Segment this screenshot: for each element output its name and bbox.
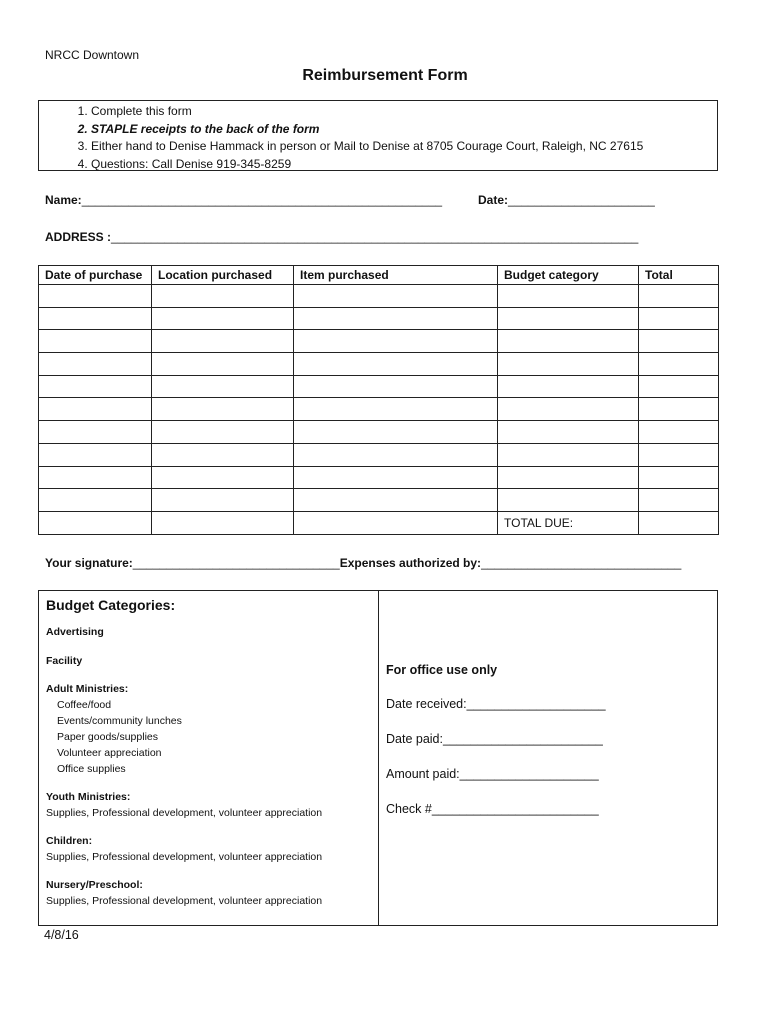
category-text: Supplies, Professional development, volunteer appreciation	[46, 895, 323, 907]
budget-advertising	[46, 624, 104, 640]
table-cell[interactable]	[498, 489, 639, 512]
table-cell[interactable]	[639, 307, 719, 330]
table-header-row	[39, 266, 719, 285]
column-header: Location purchased	[152, 266, 294, 285]
date-label: Date:	[478, 193, 509, 207]
table-cell[interactable]	[152, 511, 294, 534]
authorized-line[interactable]: ______________________________	[481, 556, 682, 570]
table-cell[interactable]	[39, 511, 152, 534]
table-cell[interactable]	[294, 443, 498, 466]
category-subitem: Volunteer appreciation	[57, 747, 162, 759]
instruction-item: 2. STAPLE receipts to the back of the form	[91, 121, 717, 139]
table-cell[interactable]	[294, 489, 498, 512]
table-cell[interactable]	[39, 330, 152, 353]
category-text: Supplies, Professional development, volunteer appreciation	[46, 807, 323, 819]
table-cell[interactable]	[498, 285, 639, 308]
table-row	[39, 285, 719, 308]
table-cell[interactable]	[152, 375, 294, 398]
table-cell[interactable]	[639, 375, 719, 398]
name-label: Name:	[45, 193, 82, 207]
budget-nursery	[46, 877, 322, 909]
table-cell[interactable]	[152, 330, 294, 353]
date-received-field[interactable]: Date received:____________________	[386, 697, 606, 711]
table-row	[39, 489, 719, 512]
table-row	[39, 330, 719, 353]
table-cell[interactable]	[152, 421, 294, 444]
budget-facility	[46, 653, 82, 669]
table-row	[39, 353, 719, 376]
instructions-box	[38, 100, 718, 171]
table-cell[interactable]	[39, 398, 152, 421]
table-row	[39, 375, 719, 398]
table-cell[interactable]	[152, 353, 294, 376]
table-cell[interactable]	[639, 285, 719, 308]
table-cell[interactable]	[152, 489, 294, 512]
address-label: ADDRESS :	[45, 230, 112, 244]
category-text: Supplies, Professional development, volunteer appreciation	[46, 851, 323, 863]
table-cell[interactable]	[498, 443, 639, 466]
signature-label: Your signature:	[45, 556, 133, 570]
date-paid-field[interactable]: Date paid:_______________________	[386, 732, 603, 746]
table-cell[interactable]	[294, 285, 498, 308]
table-cell[interactable]	[639, 421, 719, 444]
total-row	[39, 511, 719, 534]
amount-paid-field[interactable]: Amount paid:____________________	[386, 767, 599, 781]
table-row	[39, 398, 719, 421]
authorized-label: Expenses authorized by:	[339, 556, 482, 570]
budget-youth-ministries	[46, 789, 322, 821]
date-line[interactable]: ______________________	[508, 193, 655, 207]
table-cell[interactable]	[294, 375, 498, 398]
instruction-item: 4. Questions: Call Denise 919-345-8259	[91, 156, 717, 174]
column-header: Budget category	[498, 266, 639, 285]
table-cell[interactable]	[39, 353, 152, 376]
table-cell[interactable]	[498, 398, 639, 421]
purchases-table	[38, 265, 719, 535]
budget-adult-ministries	[46, 681, 182, 777]
table-cell[interactable]	[152, 285, 294, 308]
table-cell[interactable]	[39, 285, 152, 308]
column-header: Date of purchase	[39, 266, 152, 285]
category-heading: Advertising	[46, 626, 104, 638]
table-cell[interactable]	[294, 421, 498, 444]
total-due-label: TOTAL DUE:	[498, 511, 639, 534]
category-heading: Nursery/Preschool:	[46, 879, 143, 891]
table-cell[interactable]	[639, 398, 719, 421]
budget-office-box	[38, 590, 718, 926]
name-field[interactable]	[45, 193, 442, 207]
page-title: Reimbursement Form	[302, 67, 468, 84]
table-cell[interactable]	[294, 511, 498, 534]
category-subitem: Office supplies	[57, 763, 126, 775]
category-subitem: Paper goods/supplies	[57, 731, 158, 743]
date-field[interactable]	[478, 193, 655, 207]
check-number-field[interactable]: Check #________________________	[386, 802, 599, 816]
table-row	[39, 421, 719, 444]
budget-children	[46, 833, 322, 865]
table-cell[interactable]	[498, 330, 639, 353]
table-cell[interactable]	[294, 466, 498, 489]
table-cell[interactable]	[152, 307, 294, 330]
table-cell[interactable]	[39, 307, 152, 330]
table-cell[interactable]	[294, 353, 498, 376]
organization-name: NRCC Downtown	[45, 48, 140, 62]
table-cell[interactable]	[639, 489, 719, 512]
instructions-list	[39, 101, 717, 173]
table-body	[39, 285, 719, 535]
category-subitem: Events/community lunches	[57, 715, 182, 727]
table-cell[interactable]	[294, 330, 498, 353]
table-cell[interactable]	[639, 353, 719, 376]
name-line[interactable]: ______________________________________________________	[81, 193, 443, 207]
instruction-item: 1. Complete this form	[91, 103, 717, 121]
table-cell[interactable]	[639, 443, 719, 466]
category-heading: Facility	[46, 655, 83, 667]
table-cell[interactable]	[152, 443, 294, 466]
table-cell[interactable]	[39, 466, 152, 489]
address-field[interactable]	[45, 230, 638, 244]
table-cell[interactable]	[152, 466, 294, 489]
table-cell[interactable]	[152, 398, 294, 421]
category-heading: Adult Ministries:	[46, 683, 129, 695]
office-use-heading: For office use only	[386, 663, 498, 677]
column-divider	[378, 591, 379, 925]
signature-field[interactable]	[45, 556, 681, 570]
table-cell[interactable]	[639, 466, 719, 489]
column-header: Total	[639, 266, 719, 285]
table-cell[interactable]	[39, 443, 152, 466]
budget-categories-title: Budget Categories:	[46, 597, 176, 613]
table-cell[interactable]	[498, 466, 639, 489]
table-cell[interactable]	[39, 421, 152, 444]
table-cell[interactable]	[294, 398, 498, 421]
instruction-item: 3. Either hand to Denise Hammack in person or Mail to Denise at 8705 Courage Court, Raleigh, NC 27615	[91, 138, 717, 156]
table-cell[interactable]	[498, 307, 639, 330]
category-heading: Youth Ministries:	[46, 791, 131, 803]
table-cell[interactable]	[498, 375, 639, 398]
table-row	[39, 443, 719, 466]
table-cell[interactable]	[39, 489, 152, 512]
address-line[interactable]: _______________________________________________________________________________	[111, 230, 639, 244]
table-cell[interactable]	[639, 330, 719, 353]
column-header: Item purchased	[294, 266, 498, 285]
category-heading: Children:	[46, 835, 93, 847]
table-cell[interactable]	[498, 353, 639, 376]
table-cell[interactable]	[498, 421, 639, 444]
table-cell[interactable]	[294, 307, 498, 330]
table-cell[interactable]	[39, 375, 152, 398]
form-revision-date: 4/8/16	[44, 928, 79, 942]
total-due-cell[interactable]	[639, 511, 719, 534]
table-row	[39, 307, 719, 330]
category-subitem: Coffee/food	[57, 699, 112, 711]
table-row	[39, 466, 719, 489]
signature-line[interactable]: _______________________________	[132, 556, 340, 570]
